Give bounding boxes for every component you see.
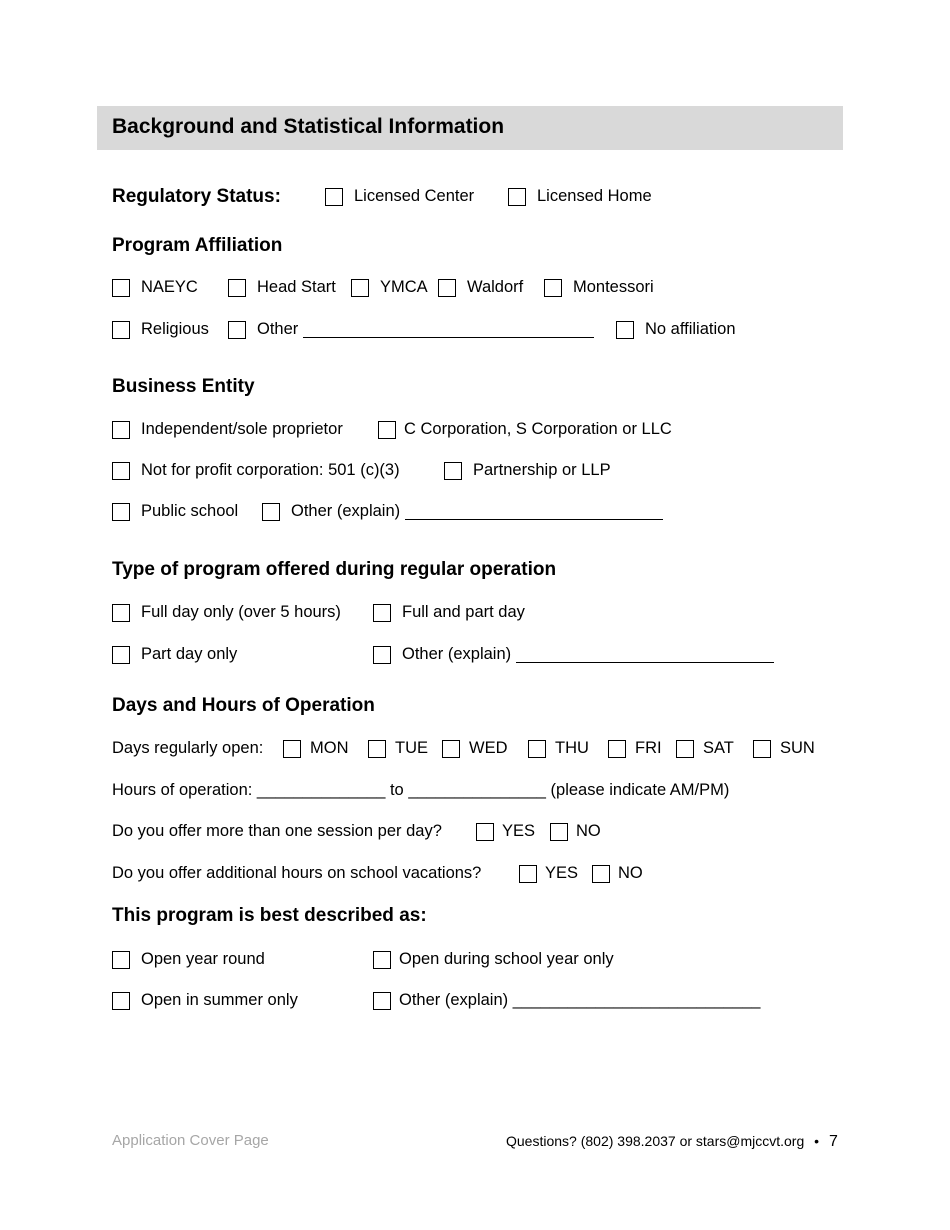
sole-proprietor-checkbox[interactable] <box>112 421 130 439</box>
sole-proprietor-option[interactable] <box>112 420 343 439</box>
business-other-checkbox[interactable] <box>262 503 280 521</box>
affiliation-other-checkbox[interactable] <box>228 321 246 339</box>
naeyc-checkbox[interactable] <box>112 279 130 297</box>
partnership-label: Partnership or LLP <box>473 461 611 479</box>
affiliation-other-option[interactable] <box>228 320 594 339</box>
naeyc-option[interactable] <box>112 278 198 297</box>
full-day-only-checkbox[interactable] <box>112 604 130 622</box>
session-yes-label: YES <box>502 822 536 840</box>
day-tue-checkbox[interactable] <box>368 740 386 758</box>
footer-bullet: • <box>814 1133 820 1149</box>
day-thu-label: THU <box>555 739 589 757</box>
licensed-center-checkbox[interactable] <box>325 188 343 206</box>
summer-only-label: Open in summer only <box>141 991 298 1009</box>
montessori-option[interactable] <box>544 278 654 297</box>
vacation-yes-checkbox[interactable] <box>519 865 537 883</box>
program-other-checkbox[interactable] <box>373 646 391 664</box>
school-year-checkbox[interactable] <box>373 951 391 969</box>
full-day-only-label: Full day only (over 5 hours) <box>141 603 341 621</box>
day-fri-option[interactable] <box>608 739 662 758</box>
program-other-label: Other (explain) <box>402 645 512 663</box>
day-sun-checkbox[interactable] <box>753 740 771 758</box>
full-day-only-option[interactable] <box>112 603 341 622</box>
best-described-heading: This program is best described as: <box>112 905 427 926</box>
vacation-yes-option[interactable] <box>519 864 578 883</box>
session-no-checkbox[interactable] <box>550 823 568 841</box>
licensed-home-label: Licensed Home <box>537 187 652 205</box>
business-other-label: Other (explain) <box>291 502 401 520</box>
day-sat-label: SAT <box>703 739 734 757</box>
waldorf-label: Waldorf <box>467 278 524 296</box>
day-mon-label: MON <box>310 739 349 757</box>
day-sun-option[interactable] <box>753 739 815 758</box>
public-school-checkbox[interactable] <box>112 503 130 521</box>
licensed-home-checkbox[interactable] <box>508 188 526 206</box>
day-sat-option[interactable] <box>676 739 734 758</box>
section-header <box>97 106 843 150</box>
vacation-no-option[interactable] <box>592 864 643 883</box>
affiliation-other-line[interactable] <box>303 321 594 338</box>
religious-option[interactable] <box>112 320 209 339</box>
naeyc-label: NAEYC <box>141 278 198 296</box>
program-other-line[interactable] <box>516 646 774 663</box>
nonprofit-label: Not for profit corporation: 501 (c)(3) <box>141 461 400 479</box>
licensed-home-option[interactable] <box>508 187 652 206</box>
montessori-checkbox[interactable] <box>544 279 562 297</box>
session-yes-checkbox[interactable] <box>476 823 494 841</box>
program-affiliation-heading: Program Affiliation <box>112 235 283 256</box>
ymca-label: YMCA <box>380 278 428 296</box>
session-no-option[interactable] <box>550 822 601 841</box>
school-year-label: Open during school year only <box>399 950 614 968</box>
day-wed-checkbox[interactable] <box>442 740 460 758</box>
public-school-label: Public school <box>141 502 239 520</box>
business-other-line[interactable] <box>405 503 663 520</box>
day-wed-option[interactable] <box>442 739 508 758</box>
program-other-option[interactable] <box>373 645 774 664</box>
footer-contact-text: Questions? (802) 398.2037 or stars@mjccvt.org <box>506 1133 805 1149</box>
head-start-option[interactable] <box>228 278 336 297</box>
day-thu-option[interactable] <box>528 739 589 758</box>
days-hours-heading: Days and Hours of Operation <box>112 695 375 716</box>
year-round-option[interactable] <box>112 950 265 969</box>
ymca-option[interactable] <box>351 278 428 297</box>
public-school-option[interactable] <box>112 502 238 521</box>
day-tue-label: TUE <box>395 739 428 757</box>
waldorf-checkbox[interactable] <box>438 279 456 297</box>
day-wed-label: WED <box>469 739 508 757</box>
part-day-only-checkbox[interactable] <box>112 646 130 664</box>
partnership-option[interactable] <box>444 461 611 480</box>
part-day-only-label: Part day only <box>141 645 238 663</box>
waldorf-option[interactable] <box>438 278 523 297</box>
affiliation-other-label: Other <box>257 320 299 338</box>
vacation-no-checkbox[interactable] <box>592 865 610 883</box>
ymca-checkbox[interactable] <box>351 279 369 297</box>
year-round-checkbox[interactable] <box>112 951 130 969</box>
nonprofit-checkbox[interactable] <box>112 462 130 480</box>
corporation-option[interactable] <box>378 420 672 439</box>
nonprofit-option[interactable] <box>112 461 400 480</box>
summer-only-option[interactable] <box>112 991 298 1010</box>
licensed-center-option[interactable] <box>325 187 474 206</box>
day-thu-checkbox[interactable] <box>528 740 546 758</box>
session-question: Do you offer more than one session per day? <box>112 822 442 840</box>
day-fri-label: FRI <box>635 739 662 757</box>
sole-proprietor-label: Independent/sole proprietor <box>141 420 343 438</box>
section-title: Background and Statistical Information <box>112 115 505 138</box>
school-year-option[interactable] <box>373 950 614 969</box>
religious-checkbox[interactable] <box>112 321 130 339</box>
day-mon-checkbox[interactable] <box>283 740 301 758</box>
day-tue-option[interactable] <box>368 739 428 758</box>
vacation-question: Do you offer additional hours on school vacations? <box>112 864 482 882</box>
corporation-label: C Corporation, S Corporation or LLC <box>404 420 672 438</box>
head-start-label: Head Start <box>257 278 336 296</box>
no-affiliation-checkbox[interactable] <box>616 321 634 339</box>
no-affiliation-label: No affiliation <box>645 320 736 338</box>
day-sun-label: SUN <box>780 739 815 757</box>
head-start-checkbox[interactable] <box>228 279 246 297</box>
summer-only-checkbox[interactable] <box>112 992 130 1010</box>
full-and-part-day-checkbox[interactable] <box>373 604 391 622</box>
part-day-only-option[interactable] <box>112 645 237 664</box>
vacation-no-label: NO <box>618 864 643 882</box>
program-type-heading: Type of program offered during regular operation <box>112 559 557 580</box>
business-entity-heading: Business Entity <box>112 376 255 397</box>
described-other-option[interactable] <box>373 991 760 1010</box>
described-other-label: Other (explain) ___________________________ <box>399 991 761 1009</box>
religious-label: Religious <box>141 320 209 338</box>
licensed-center-label: Licensed Center <box>354 187 475 205</box>
session-yes-option[interactable] <box>476 822 535 841</box>
hours-of-operation-field[interactable]: Hours of operation: ______________ to _______________ (please indicate AM/PM) <box>112 781 730 799</box>
footer-contact <box>506 1133 838 1151</box>
footer-document-title: Application Cover Page <box>112 1132 269 1149</box>
no-affiliation-option[interactable] <box>616 320 736 339</box>
corporation-checkbox[interactable] <box>378 421 396 439</box>
montessori-label: Montessori <box>573 278 654 296</box>
described-other-checkbox[interactable] <box>373 992 391 1010</box>
year-round-label: Open year round <box>141 950 265 968</box>
day-fri-checkbox[interactable] <box>608 740 626 758</box>
day-mon-option[interactable] <box>283 739 349 758</box>
day-sat-checkbox[interactable] <box>676 740 694 758</box>
vacation-yes-label: YES <box>545 864 579 882</box>
business-other-option[interactable] <box>262 502 663 521</box>
full-and-part-day-option[interactable] <box>373 603 525 622</box>
page-number: 7 <box>828 1133 838 1150</box>
regulatory-status-label: Regulatory Status: <box>112 186 281 207</box>
full-and-part-day-label: Full and part day <box>402 603 525 621</box>
days-open-label: Days regularly open: <box>112 739 264 757</box>
session-no-label: NO <box>576 822 601 840</box>
partnership-checkbox[interactable] <box>444 462 462 480</box>
